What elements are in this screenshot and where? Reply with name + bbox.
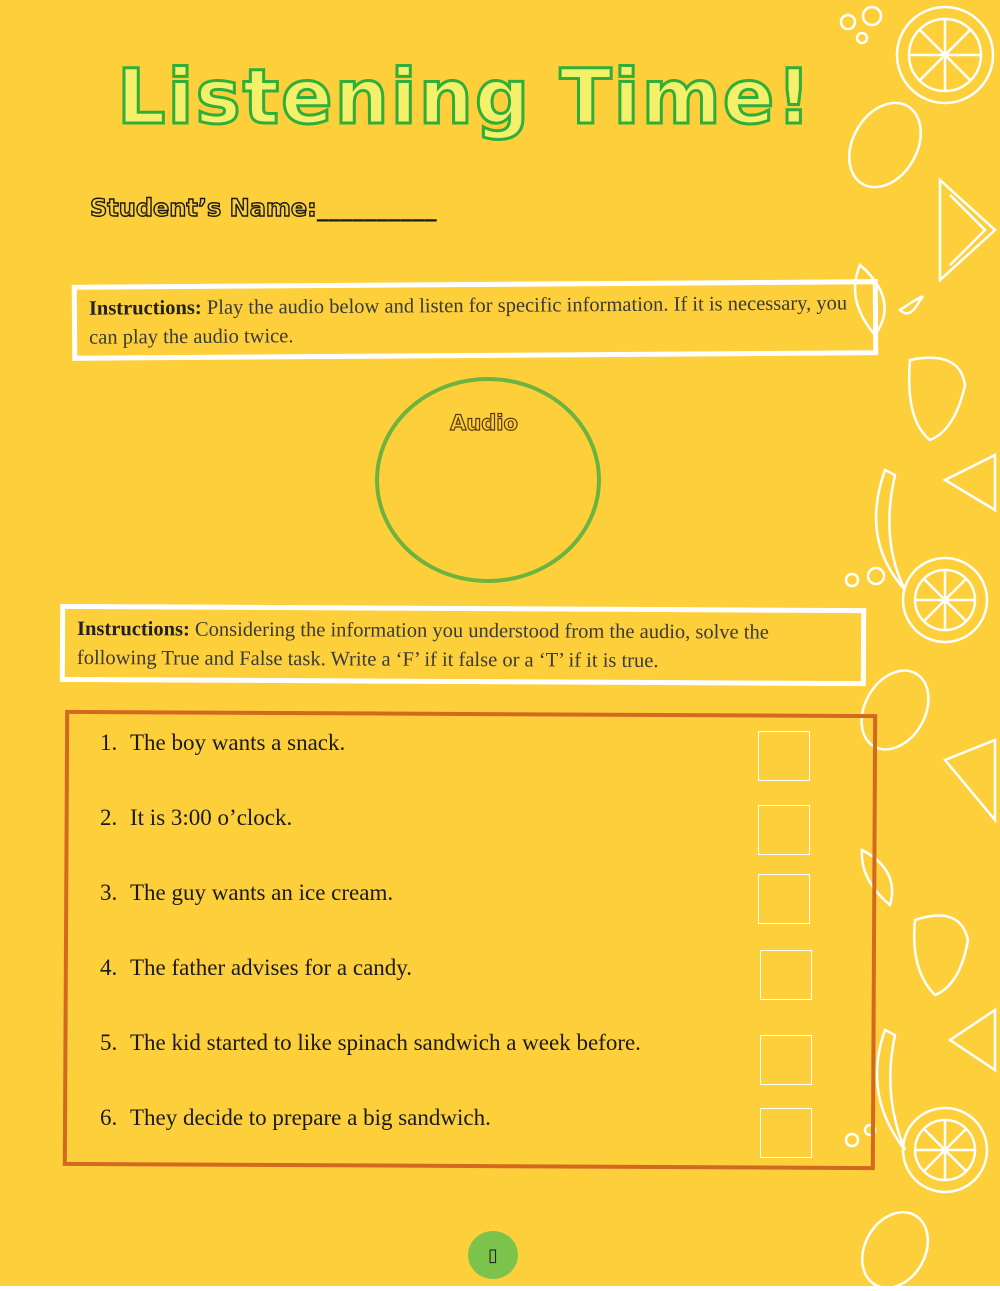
answer-box[interactable]: [760, 950, 812, 1000]
answer-box[interactable]: [758, 874, 810, 924]
question-text: The kid started to like spinach sandwich a week before.: [130, 1030, 641, 1055]
question-text: The father advises for a candy.: [130, 955, 413, 980]
instructions-heading: Instructions:: [88, 296, 202, 320]
instructions-box-1: [72, 279, 879, 361]
question-text: It is 3:00 o’clock.: [130, 805, 293, 830]
question-item: [100, 730, 345, 756]
question-item: [100, 1030, 641, 1056]
true-false-quiz-frame: [63, 710, 877, 1170]
answer-box[interactable]: [760, 1035, 812, 1085]
student-name-label: [90, 194, 437, 222]
strawberry-icon: [909, 358, 965, 440]
instructions-text: Considering the information you understood from the audio, solve the following True and False task. Write a ‘F’ if it false or a ‘T’ if it is true.: [76, 618, 769, 673]
play-button[interactable]: [468, 1231, 518, 1279]
question-item: [100, 1105, 491, 1131]
play-icon: ▯: [488, 1244, 498, 1266]
instructions-heading: Instructions:: [77, 617, 190, 641]
answer-box[interactable]: [758, 805, 810, 855]
question-number: 3.: [100, 880, 118, 905]
question-item: [100, 955, 412, 981]
question-item: [100, 880, 393, 906]
question-number: 5.: [100, 1030, 118, 1055]
audio-label: Audio: [450, 411, 518, 435]
question-text: They decide to prepare a big sandwich.: [130, 1105, 491, 1130]
question-number: 2.: [100, 805, 118, 830]
page-bottom-edge: [0, 1286, 1000, 1291]
answer-box[interactable]: [758, 731, 810, 781]
page-title: Listening Time!: [116, 52, 813, 141]
question-text: The boy wants a snack.: [130, 730, 346, 755]
question-number: 4.: [100, 955, 118, 980]
question-number: 6.: [100, 1105, 118, 1130]
instructions-text: Play the audio below and listen for specific information. If it is necessary, you can play the audio twice.: [89, 292, 848, 349]
question-text: The guy wants an ice cream.: [130, 880, 394, 905]
question-number: 1.: [100, 730, 118, 755]
banana-icon: [876, 470, 905, 590]
student-name-text: Student’s Name:: [90, 194, 317, 222]
question-item: [100, 805, 292, 831]
answer-box[interactable]: [760, 1108, 812, 1158]
instructions-box-2: [60, 604, 866, 686]
audio-player-area[interactable]: [375, 377, 601, 583]
student-name-blank[interactable]: __________: [316, 194, 437, 222]
